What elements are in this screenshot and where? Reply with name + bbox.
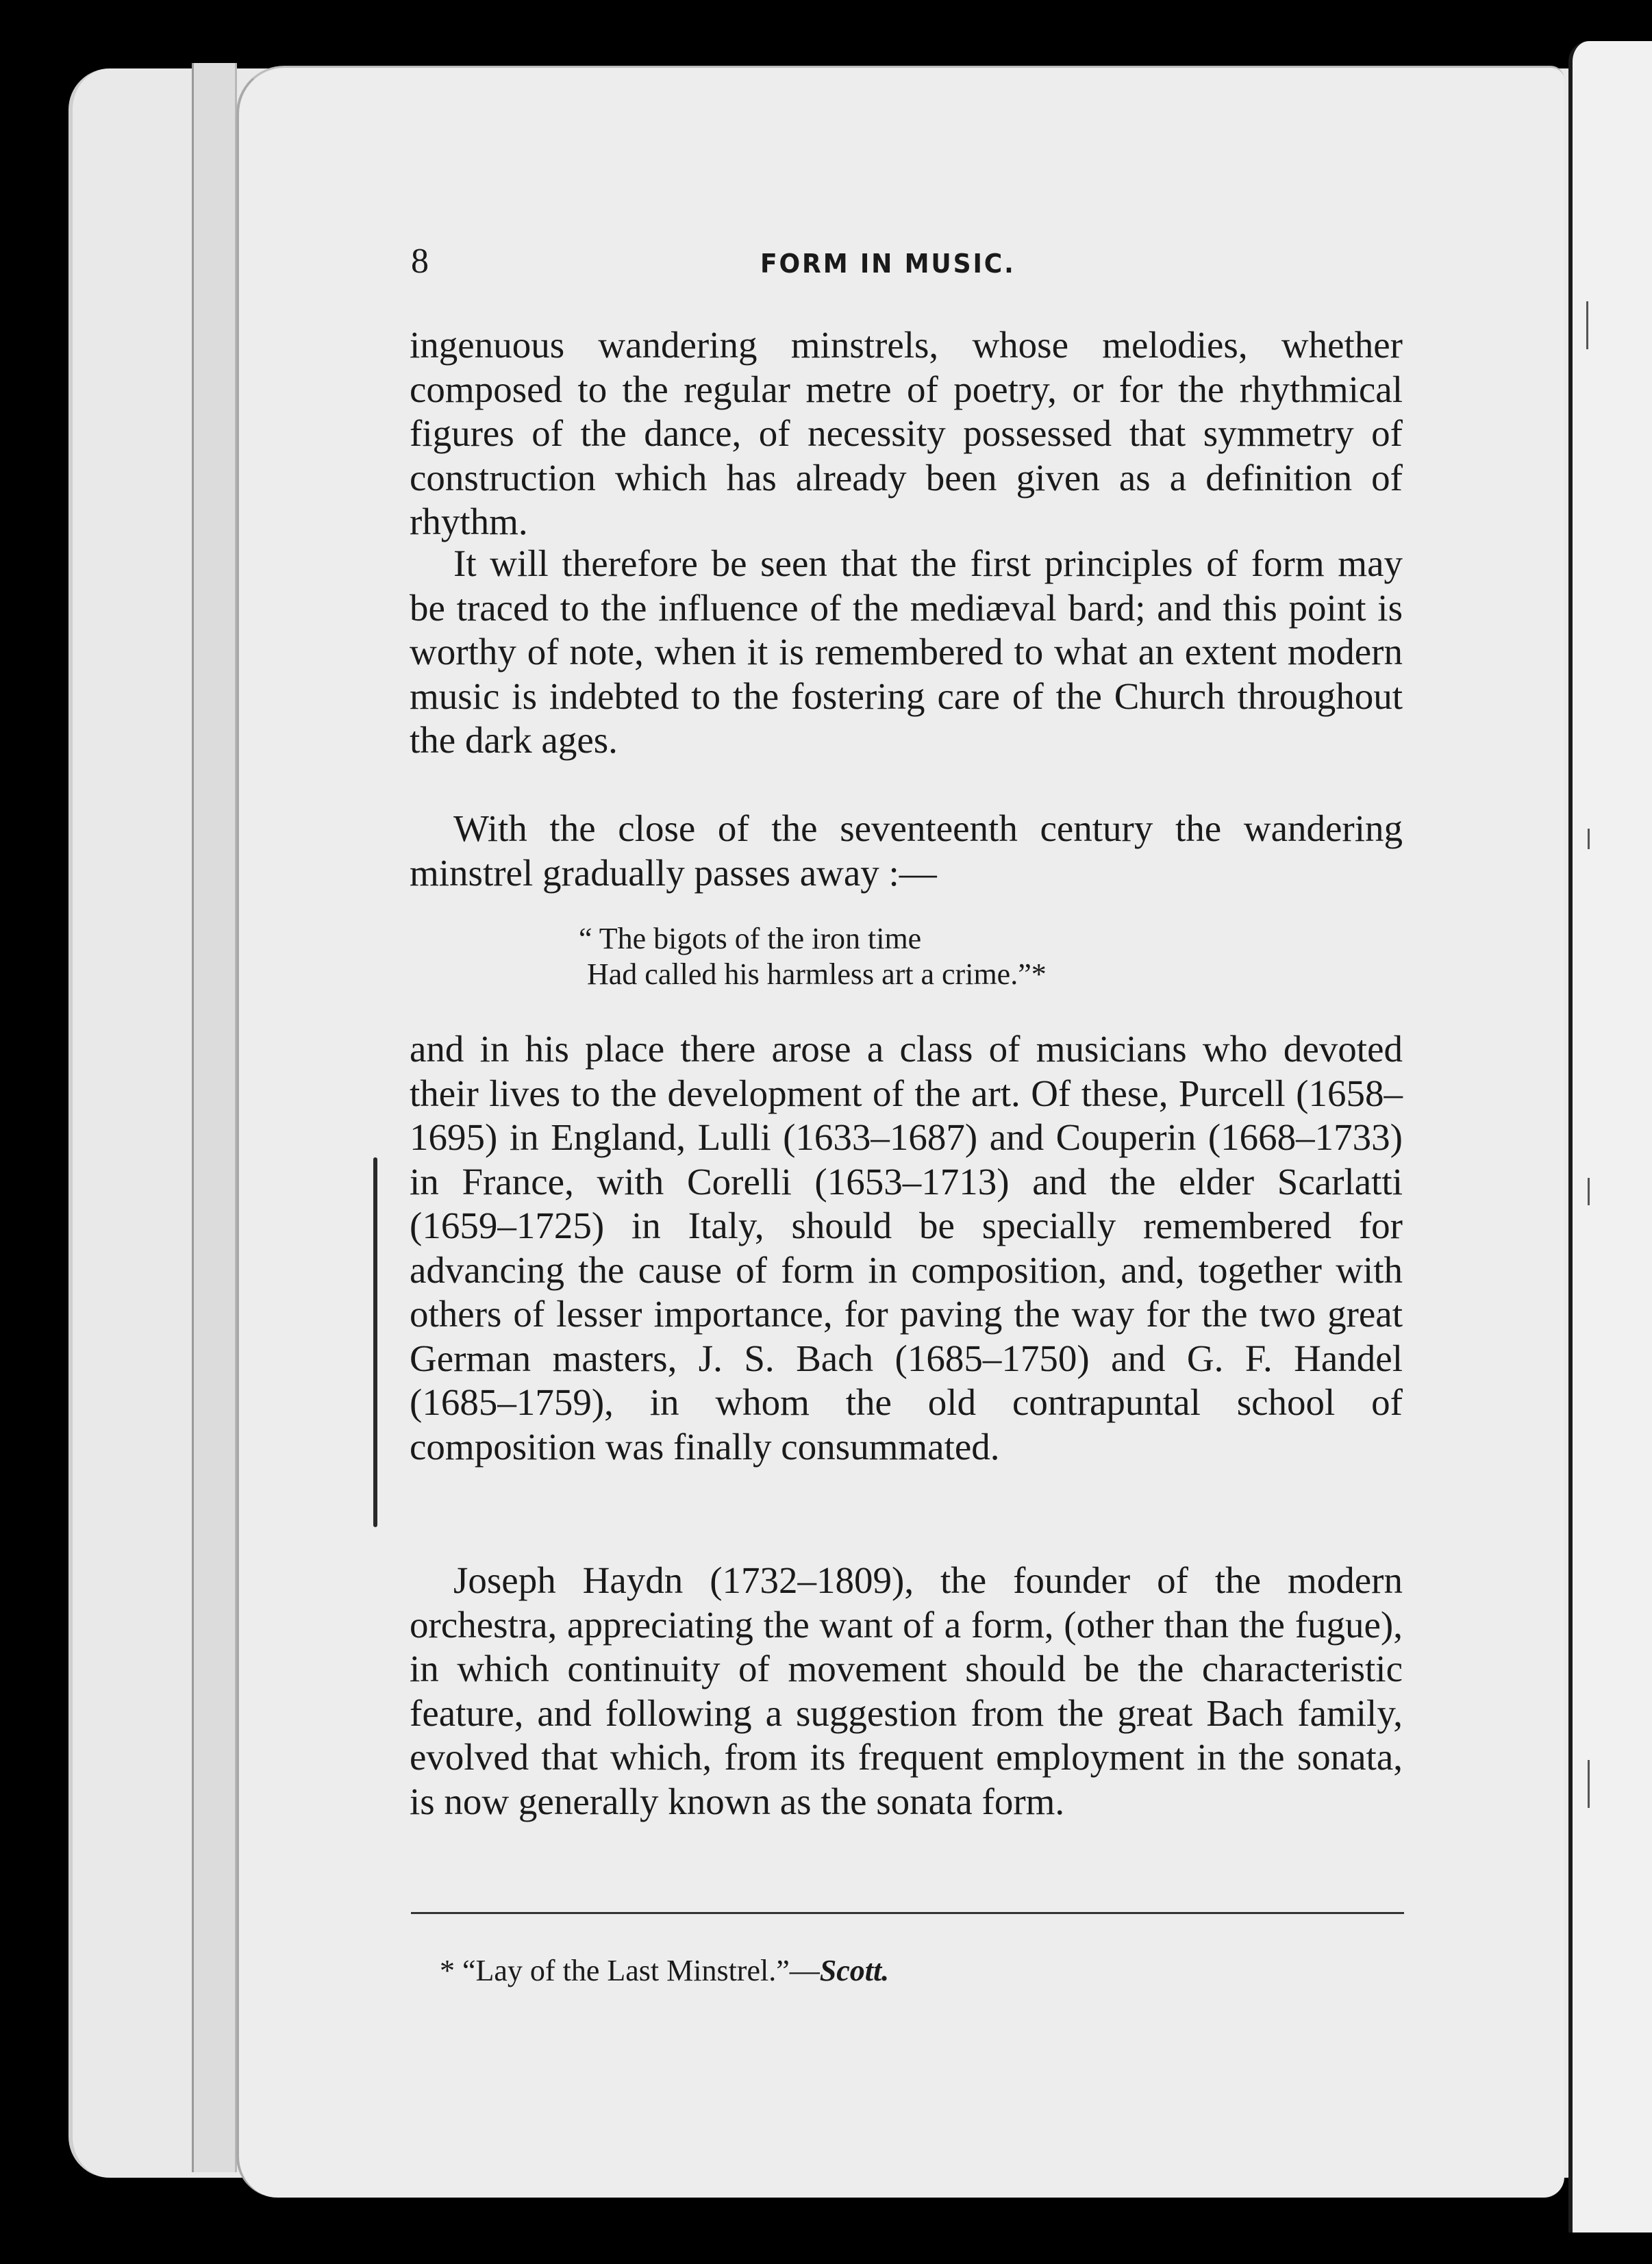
footnote-rule (411, 1912, 1404, 1914)
paragraph (410, 1027, 1403, 1469)
page-number: 8 (411, 242, 429, 281)
verse-line: Had called his harmless art a crime.”* (587, 957, 1047, 991)
paragraph-text: ingenuous wandering minstrels, whose melodies, whether composed to the regular metre of poetry, or for the rhythmical figures of the dance, of necessity possessed that symmetry of construction which has already been given as a definition of rhythm. (410, 324, 1403, 542)
running-title: FORM IN MUSIC. (760, 249, 1016, 279)
scan-mark (1588, 829, 1590, 849)
margin-mark (373, 1157, 377, 1527)
scan-mark (1586, 301, 1588, 349)
paragraph (410, 1559, 1403, 1824)
footnote-text: “Lay of the Last Minstrel.”— (462, 1954, 820, 1987)
footnote-marker: * (440, 1954, 455, 1987)
footnote (440, 1952, 889, 1990)
verse-quotation (579, 921, 1047, 992)
footnote-author: Scott. (819, 1954, 890, 1987)
paragraph-text: It will therefore be seen that the first principles of form may be traced to the influence of the mediæval bard; and this point is worthy of note, when it is remembered to what an extent modern music is indebted to the fostering care of the Church throughout the dark ages. (410, 542, 1403, 761)
paragraph-text: and in his place there arose a class of musicians who devoted their lives to the development of the art. Of these, Purcell (1658–1695) in England, Lulli (1633–1687) and Couperin (1668–1733) in France, with Corelli (1653–1713) and the elder Scarlatti (1659–1725) in Italy, should be specially remembered for advancing the cause of form in composition, and, together with others of lesser importance, for paving the way for the two great German masters, J. S. Bach (1685–1750) and G. F. Handel (1685–1759), in whom the old contrapuntal school of composition was finally consummated. (410, 1028, 1403, 1468)
facing-page-edge (1568, 41, 1652, 2232)
paragraph (410, 323, 1403, 544)
scan-mark (1588, 1760, 1590, 1808)
paragraph (410, 542, 1403, 763)
paragraph (410, 807, 1403, 895)
paragraph-text: With the close of the seventeenth century the wandering minstrel gradually passes away :— (410, 807, 1403, 894)
paragraph-text: Joseph Haydn (1732–1809), the founder of the modern orchestra, appreciating the want of a form, (other than the fugue), in which continuity of movement should be the characteristic feature, and following a suggestion from the great Bach family, evolved that which, from its frequent employment in the sonata, is now generally known as the sonata form. (410, 1559, 1403, 1822)
scan-mark (1588, 1178, 1590, 1205)
running-head (0, 241, 1652, 282)
verse-line: “ The bigots of the iron time (579, 922, 922, 955)
page-edge (192, 63, 237, 2172)
